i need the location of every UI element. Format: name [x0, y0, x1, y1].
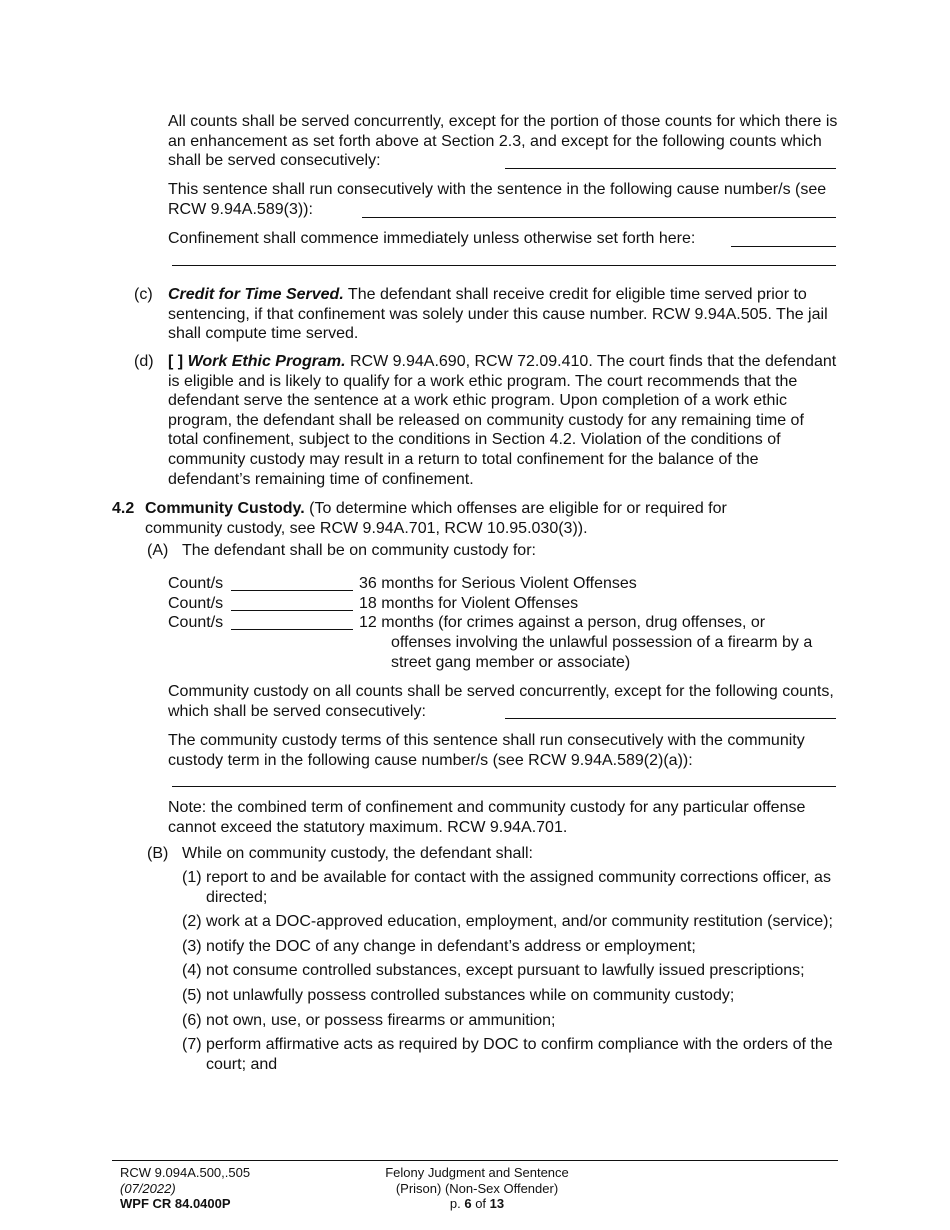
sub-b-text: While on community custody, the defendant shall: [182, 845, 533, 862]
consecutive-counts-blank[interactable] [505, 168, 836, 169]
condition-text: not own, use, or possess firearms or ammunition; [206, 1011, 556, 1029]
condition-text: not unlawfully possess controlled substances while on community custody; [206, 986, 735, 1004]
cc-consecutive-counts-blank[interactable] [505, 718, 836, 719]
page-indicator [357, 1196, 597, 1212]
item-c-label: (c) [134, 286, 153, 303]
count-label-2: Count/s [168, 595, 224, 612]
cc-concurrent-text: Community custody on all counts shall be served concurrently, except for the following counts, which shall be served consecutively: [168, 683, 834, 720]
cc-consecutive-paragraph [168, 731, 838, 770]
page-prefix: p. [449, 1196, 461, 1212]
conditions-list [182, 868, 842, 1079]
sub-a-text: The defendant shall be on community custody for: [182, 542, 536, 559]
condition-item [182, 1011, 842, 1031]
condition-text: report to and be available for contact with the assigned community corrections officer, as directed; [206, 869, 831, 906]
item-d-text: RCW 9.94A.690, RCW 72.09.410. The court finds that the defendant is eligible and is likely to qualify for a work ethic program. The court recommends that the defendant serve the sentence at a work ethic program. Upon completion of a work ethic program, the defendant shall be released on community custody for any remaining time of total confinement, subject to the conditions in Section 4.2. Violation of the conditions of community custody may result in a return to total confinement for the balance of the defendant’s remaining time of confinement. [168, 353, 837, 488]
footer-center [357, 1165, 597, 1212]
section-number: 4.2 [112, 500, 135, 517]
condition-item [182, 868, 842, 907]
condition-number: (3) [182, 937, 202, 955]
item-d-title: Work Ethic Program. [187, 353, 346, 370]
count-blank-3[interactable] [231, 629, 353, 630]
consecutive-text: This sentence shall run consecutively with the sentence in the following cause number/s (see RCW 9.94A.589(3)): [168, 181, 827, 218]
confinement-blank-1[interactable] [731, 246, 836, 247]
work-ethic-checkbox[interactable]: [ ] [168, 353, 184, 370]
item-c-text: The defendant shall receive credit for eligible time served prior to sentencing, if that confinement was solely under this cause number. RCW 9.94A.505. The jail shall compute time served. [168, 286, 828, 343]
item-d-label: (d) [134, 353, 154, 370]
item-c-title: Credit for Time Served. [168, 286, 344, 303]
count-blank-1[interactable] [231, 590, 353, 591]
condition-number: (7) [182, 1036, 202, 1054]
concurrent-paragraph [168, 112, 838, 171]
cause-number-blank[interactable] [362, 217, 836, 218]
count-term-2: 18 months for Violent Offenses [359, 595, 579, 612]
page-current: 6 [464, 1196, 472, 1212]
condition-number: (1) [182, 869, 202, 886]
condition-text: work at a DOC-approved education, employment, and/or community restitution (service); [206, 913, 833, 931]
condition-item [182, 937, 842, 957]
condition-text: notify the DOC of any change in defendant’s address or employment; [206, 937, 696, 955]
section-title: Community Custody. [145, 500, 305, 517]
sub-b-label: (B) [147, 845, 169, 862]
count-term-1: 36 months for Serious Violent Offenses [359, 575, 637, 592]
count-blank-2[interactable] [231, 610, 353, 611]
condition-number: (5) [182, 986, 202, 1004]
count-term-3: 12 months (for crimes against a person, drug offenses, or [359, 614, 766, 631]
count-term-3-cont: offenses involving the unlawful possession of a firearm by a street gang member or associate) [391, 634, 813, 671]
concurrent-text: All counts shall be served concurrently, except for the portion of those counts for which there is an enhancement as set forth above at Section 2.3, and except for the following counts which shall be served consecutively: [168, 113, 838, 170]
section-42-heading [145, 499, 785, 538]
item-d-body [168, 352, 838, 489]
condition-text: perform affirmative acts as required by DOC to confirm compliance with the orders of the court; and [206, 1036, 833, 1073]
condition-number: (6) [182, 1011, 202, 1029]
footer-title-1: Felony Judgment and Sentence [385, 1165, 569, 1180]
confinement-text: Confinement shall commence immediately unless otherwise set forth here: [168, 230, 696, 247]
condition-number: (2) [182, 913, 202, 931]
condition-item [182, 986, 842, 1006]
footer-left [120, 1165, 250, 1212]
consecutive-paragraph [168, 180, 838, 219]
sub-a-label: (A) [147, 542, 169, 559]
footer-rule [112, 1160, 838, 1161]
condition-item [182, 912, 842, 932]
footer-title-2: (Prison) (Non-Sex Offender) [395, 1180, 559, 1196]
note-text: Note: the combined term of confinement and community custody for any particular offense cannot exceed the statutory maximum. RCW 9.94A.701. [168, 799, 806, 836]
count-label-3: Count/s [168, 614, 224, 631]
section-text: (To determine which offenses are eligible for or required for community custody, see RCW 9.94A.701, RCW 10.95.030(3)). [145, 500, 727, 537]
note-paragraph [168, 798, 838, 837]
condition-item [182, 961, 842, 981]
footer-date: (07/2022) [120, 1180, 176, 1196]
condition-number: (4) [182, 962, 202, 980]
cc-concurrent-paragraph [168, 682, 838, 721]
cc-consecutive-text: The community custody terms of this sentence shall run consecutively with the community custody term in the following cause number/s (see RCW 9.94A.589(2)(a)): [168, 732, 805, 769]
page-total: 13 [489, 1196, 505, 1212]
cc-cause-number-blank[interactable] [172, 786, 836, 787]
footer-rcw: RCW 9.094A.500,.505 [120, 1165, 251, 1180]
count-label-1: Count/s [168, 575, 224, 592]
condition-item [182, 1035, 842, 1074]
page-of: of [475, 1196, 487, 1212]
condition-text: not consume controlled substances, except pursuant to lawfully issued prescriptions; [206, 962, 805, 980]
footer-form-number: WPF CR 84.0400P [120, 1196, 231, 1212]
confinement-blank-2[interactable] [172, 265, 836, 266]
item-c-body [168, 285, 838, 344]
